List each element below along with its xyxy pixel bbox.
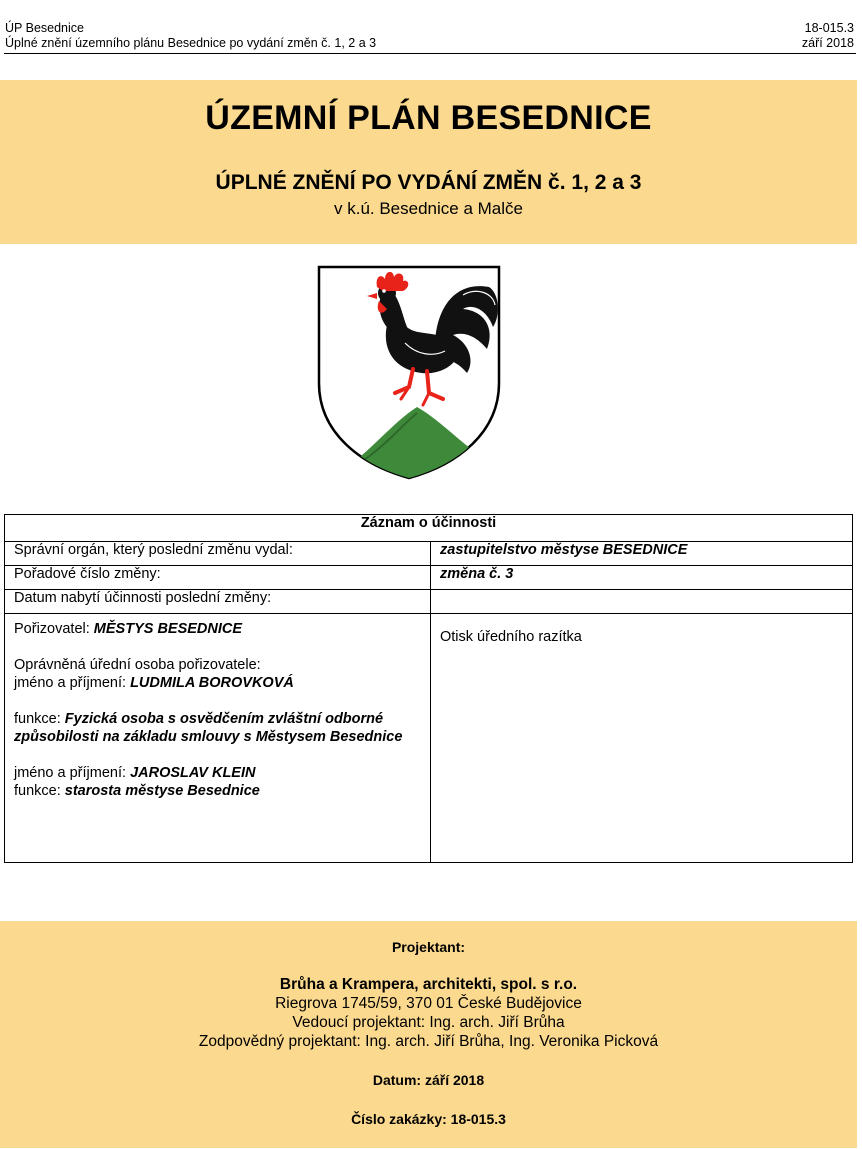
procurer-cell: [5, 614, 431, 863]
record-label: Pořadové číslo změny:: [5, 566, 431, 590]
lead-designer: Vedoucí projektant: Ing. arch. Jiří Brůha: [292, 1014, 565, 1031]
record-value: [431, 590, 853, 614]
title-banner: [0, 80, 857, 244]
designer-date: Datum: září 2018: [372, 1072, 485, 1088]
function2-value: starosta městyse Besednice: [64, 783, 260, 799]
table-row: [5, 566, 853, 590]
table-row: [5, 542, 853, 566]
procurer-label: Pořizovatel:: [14, 621, 94, 637]
designer-details: [0, 975, 857, 1051]
function-value: Fyzická osoba s osvědčením zvláštní odborné způsobilosti na základu smlouvy s Městysem Besednice: [14, 711, 403, 745]
name-value: LUDMILA BOROVKOVÁ: [130, 675, 294, 691]
table-row: [5, 590, 853, 614]
record-label: Datum nabytí účinnosti poslední změny:: [5, 590, 431, 614]
function-label: funkce:: [14, 711, 65, 727]
procurer-value: MĚSTYS BESEDNICE: [93, 621, 243, 637]
name-label: jméno a příjmení:: [14, 675, 131, 691]
designer-heading: Projektant:: [391, 939, 466, 955]
effectiveness-record-table: [4, 514, 853, 863]
official-person-label: Oprávněná úřední osoba pořizovatele:: [14, 657, 261, 673]
table-row: [5, 614, 853, 863]
function2-label: funkce:: [14, 783, 65, 799]
header-doc-number: 18-015.3: [804, 21, 854, 35]
designer-firm: Brůha a Krampera, architekti, spol. s r.o.: [279, 976, 578, 993]
responsible-designer: Zodpovědný projektant: Ing. arch. Jiří Brůha, Ing. Veronika Picková: [198, 1033, 659, 1050]
designer-address: Riegrova 1745/59, 370 01 České Budějovice: [275, 995, 582, 1012]
record-label: Správní orgán, který poslední změnu vydal:: [5, 542, 431, 566]
name2-value: JAROSLAV KLEIN: [130, 765, 256, 781]
header-doc-title: Úplné znění územního plánu Besednice po vydání změn č. 1, 2 a 3: [5, 36, 377, 50]
header-divider: [4, 53, 856, 54]
record-value: zastupitelstvo městyse BESEDNICE: [431, 542, 853, 566]
record-heading: Záznam o účinnosti: [5, 515, 853, 542]
record-value: změna č. 3: [431, 566, 853, 590]
page-title: ÚZEMNÍ PLÁN BESEDNICE: [205, 99, 652, 137]
order-number: Číslo zakázky: 18-015.3: [351, 1111, 506, 1127]
name2-label: jméno a příjmení:: [14, 765, 131, 781]
page-subtitle: ÚPLNÉ ZNĚNÍ PO VYDÁNÍ ZMĚN č. 1, 2 a 3: [215, 171, 642, 194]
header-doc-short: ÚP Besednice: [5, 21, 84, 35]
stamp-cell: Otisk úředního razítka: [431, 614, 853, 863]
rooster-on-green-hill-icon: [317, 265, 501, 480]
page-header: [5, 21, 854, 51]
cadastral-area: v k.ú. Besednice a Malče: [334, 199, 523, 218]
header-doc-date: září 2018: [801, 36, 854, 50]
designer-banner: [0, 921, 857, 1148]
